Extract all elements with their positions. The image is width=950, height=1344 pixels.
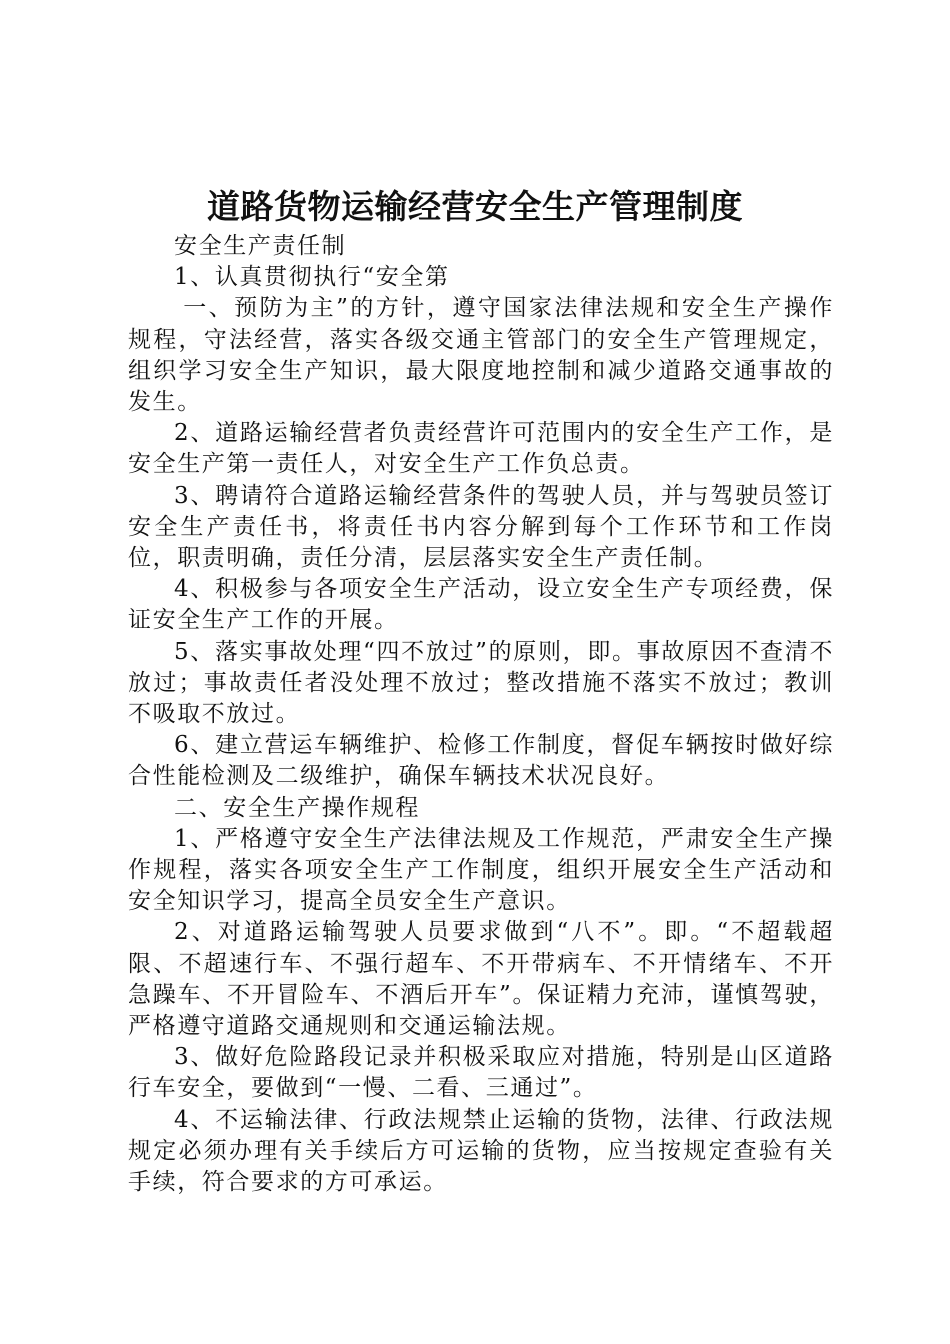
paragraph-item-3: 3、聘请符合道路运输经营条件的驾驶人员，并与驾驶员签订安全生产责任书，将责任书内容分解到每个工作环节和工作岗位，职责明确，责任分清，层层落实安全生产责任制。	[128, 482, 834, 572]
paragraph-rule-4: 4、不运输法律、行政法规禁止运输的货物，法律、行政法规规定必须办理有关手续后方可运输的货物，应当按规定查验有关手续，符合要求的方可承运。	[128, 1106, 834, 1196]
paragraph-rule-2: 2、对道路运输驾驶人员要求做到“八不”。即。“不超载超限、不超速行车、不强行超车、不开带病车、不开情绪车、不开急躁车、不开冒险车、不酒后开车”。保证精力充沛，谨慎驾驶，严格遵守道路交通规则和交通运输法规。	[128, 919, 834, 1040]
paragraph-item-2: 2、道路运输经营者负责经营许可范围内的安全生产工作，是安全生产第一责任人，对安全生产工作负总责。	[128, 420, 834, 478]
paragraph-item-6: 6、建立营运车辆维护、检修工作制度，督促车辆按时做好综合性能检测及二级维护，确保车辆技术状况良好。	[128, 732, 834, 790]
paragraph-item-1-continued: 一、预防为主”的方针，遵守国家法律法规和安全生产操作规程，守法经营，落实各级交通主管部门的安全生产管理规定，组织学习安全生产知识，最大限度地控制和减少道路交通事故的发生。	[128, 295, 834, 416]
paragraph-rule-3: 3、做好危险路段记录并积极采取应对措施，特别是山区道路行车安全，要做到“一慢、二看、三通过”。	[128, 1044, 834, 1102]
paragraph-section-heading-2: 二、安全生产操作规程	[174, 794, 420, 821]
paragraph-item-5: 5、落实事故处理“四不放过”的原则，即。事故原因不查清不放过；事故责任者没处理不放过；整改措施不落实不放过；教训不吸取不放过。	[128, 638, 834, 728]
paragraph-item-4: 4、积极参与各项安全生产活动，设立安全生产专项经费，保证安全生产工作的开展。	[128, 576, 834, 634]
document-body	[128, 231, 834, 1198]
document-title: 道路货物运输经营安全生产管理制度	[207, 187, 743, 226]
paragraph-rule-1: 1、严格遵守安全生产法律法规及工作规范，严肃安全生产操作规程，落实各项安全生产工作制度，组织开展安全生产活动和安全知识学习，提高全员安全生产意识。	[128, 825, 834, 915]
paragraph-section-heading-1: 安全生产责任制	[174, 233, 347, 259]
paragraph-item-1-start: 1、认真贯彻执行“安全第	[174, 264, 450, 291]
